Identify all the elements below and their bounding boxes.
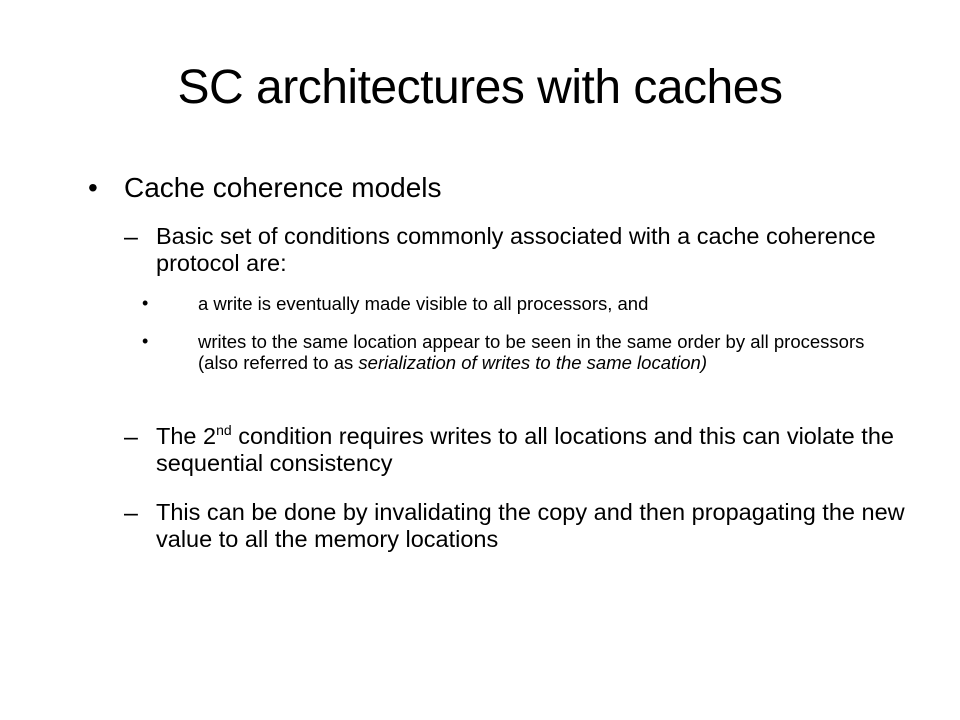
ordinal-superscript: nd <box>216 422 232 438</box>
subsubbullet-text <box>198 331 898 373</box>
bullet-marker: • <box>142 331 149 351</box>
bullet-marker: • <box>142 293 149 313</box>
text-post: condition requires writes to all locations and this can violate the sequential consistency <box>156 423 894 476</box>
slide-title: SC architectures with caches <box>177 61 783 114</box>
subbullet-text <box>156 423 906 477</box>
bullet-text: Cache coherence models <box>124 172 442 203</box>
dash-marker: – <box>124 423 138 451</box>
text-plain: writes to the same location appear to be seen in the same order by all processors (also referred to as <box>198 331 865 373</box>
subbullet-text: Basic set of conditions commonly associated with a cache coherence protocol are: <box>156 223 876 276</box>
dash-marker: – <box>124 223 138 251</box>
bullet-marker: • <box>88 172 98 203</box>
text-italic: serialization of writes to the same location) <box>358 352 707 373</box>
subbullet-text: This can be done by invalidating the copy and then propagating the new value to all the memory locations <box>156 499 905 552</box>
dash-marker: – <box>124 499 138 527</box>
subsubbullet-text: a write is eventually made visible to all processors, and <box>198 293 649 314</box>
text-pre: The 2 <box>156 423 217 449</box>
